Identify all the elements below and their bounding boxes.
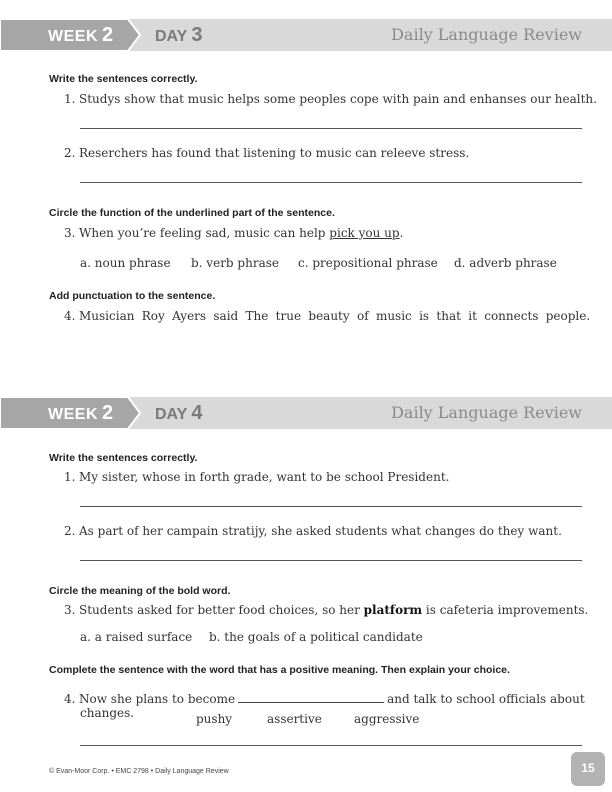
answer-line-2[interactable] [80, 560, 582, 561]
instruction-punctuation: Add punctuation to the sentence. [49, 290, 216, 302]
section-title: Daily Language Review [391, 403, 582, 422]
week-number: 2 [102, 402, 114, 424]
day-label: DAY 4 [155, 402, 203, 424]
word-choice-pushy[interactable]: pushy [196, 712, 233, 726]
fill-in-blank[interactable] [238, 693, 384, 703]
question-2: 2. Reserchers has found that listening to music can releeve stress. [64, 146, 470, 160]
question-3: 3. Students asked for better food choices, so her platform is cafeteria improvements. [64, 603, 589, 617]
question-1: 1. My sister, whose in forth grade, want to be school President. [64, 470, 450, 484]
word-choice-assertive[interactable]: assertive [267, 712, 322, 726]
answer-line-2[interactable] [80, 182, 582, 183]
answer-line-1[interactable] [80, 506, 582, 507]
week-label: WEEK 2 [48, 402, 114, 424]
choice-b[interactable]: b. the goals of a political candidate [209, 630, 423, 644]
question-2: 2. As part of her campain stratijy, she asked students what changes do they want. [64, 524, 562, 538]
word-choice-aggressive[interactable]: aggressive [354, 712, 420, 726]
answer-line-explain[interactable] [80, 745, 582, 746]
answer-line-1[interactable] [80, 128, 582, 129]
instruction-bold-word: Circle the meaning of the bold word. [49, 585, 231, 597]
instruction-write-sentences: Write the sentences correctly. [49, 452, 198, 464]
section-header-day4 [0, 397, 612, 429]
question-1: 1. Studys show that music helps some peoples cope with pain and enhanses our health. [64, 92, 597, 106]
question-3: 3. When you’re feeling sad, music can help pick you up. [64, 226, 404, 240]
page-number: 15 [581, 761, 595, 775]
choice-d[interactable]: d. adverb phrase [454, 256, 557, 270]
day-number: 3 [191, 24, 203, 46]
instruction-write-sentences: Write the sentences correctly. [49, 73, 198, 85]
instruction-positive-word: Complete the sentence with the word that has a positive meaning. Then explain your choice. [49, 664, 510, 676]
bold-word: platform [363, 603, 423, 617]
question-4: 4. Musician Roy Ayers said The true beauty of music is that it connects people. [64, 309, 591, 323]
day-number: 4 [191, 402, 203, 424]
choice-c[interactable]: c. prepositional phrase [298, 256, 438, 270]
section-header-day3 [0, 19, 612, 51]
day-label: DAY 3 [155, 24, 203, 46]
instruction-circle-function: Circle the function of the underlined part of the sentence. [49, 207, 335, 219]
section-title: Daily Language Review [391, 25, 582, 44]
underlined-phrase: pick you up [329, 226, 400, 240]
week-label: WEEK 2 [48, 24, 114, 46]
week-number: 2 [102, 24, 114, 46]
question-4: 4. Now she plans to become and talk to school officials about [64, 692, 585, 706]
choice-a[interactable]: a. noun phrase [80, 256, 171, 270]
choice-a[interactable]: a. a raised surface [80, 630, 193, 644]
footer-copyright: © Evan-Moor Corp. • EMC 2798 • Daily Language Review [49, 768, 229, 775]
question-4-continued: changes. [80, 706, 135, 720]
choice-b[interactable]: b. verb phrase [191, 256, 279, 270]
